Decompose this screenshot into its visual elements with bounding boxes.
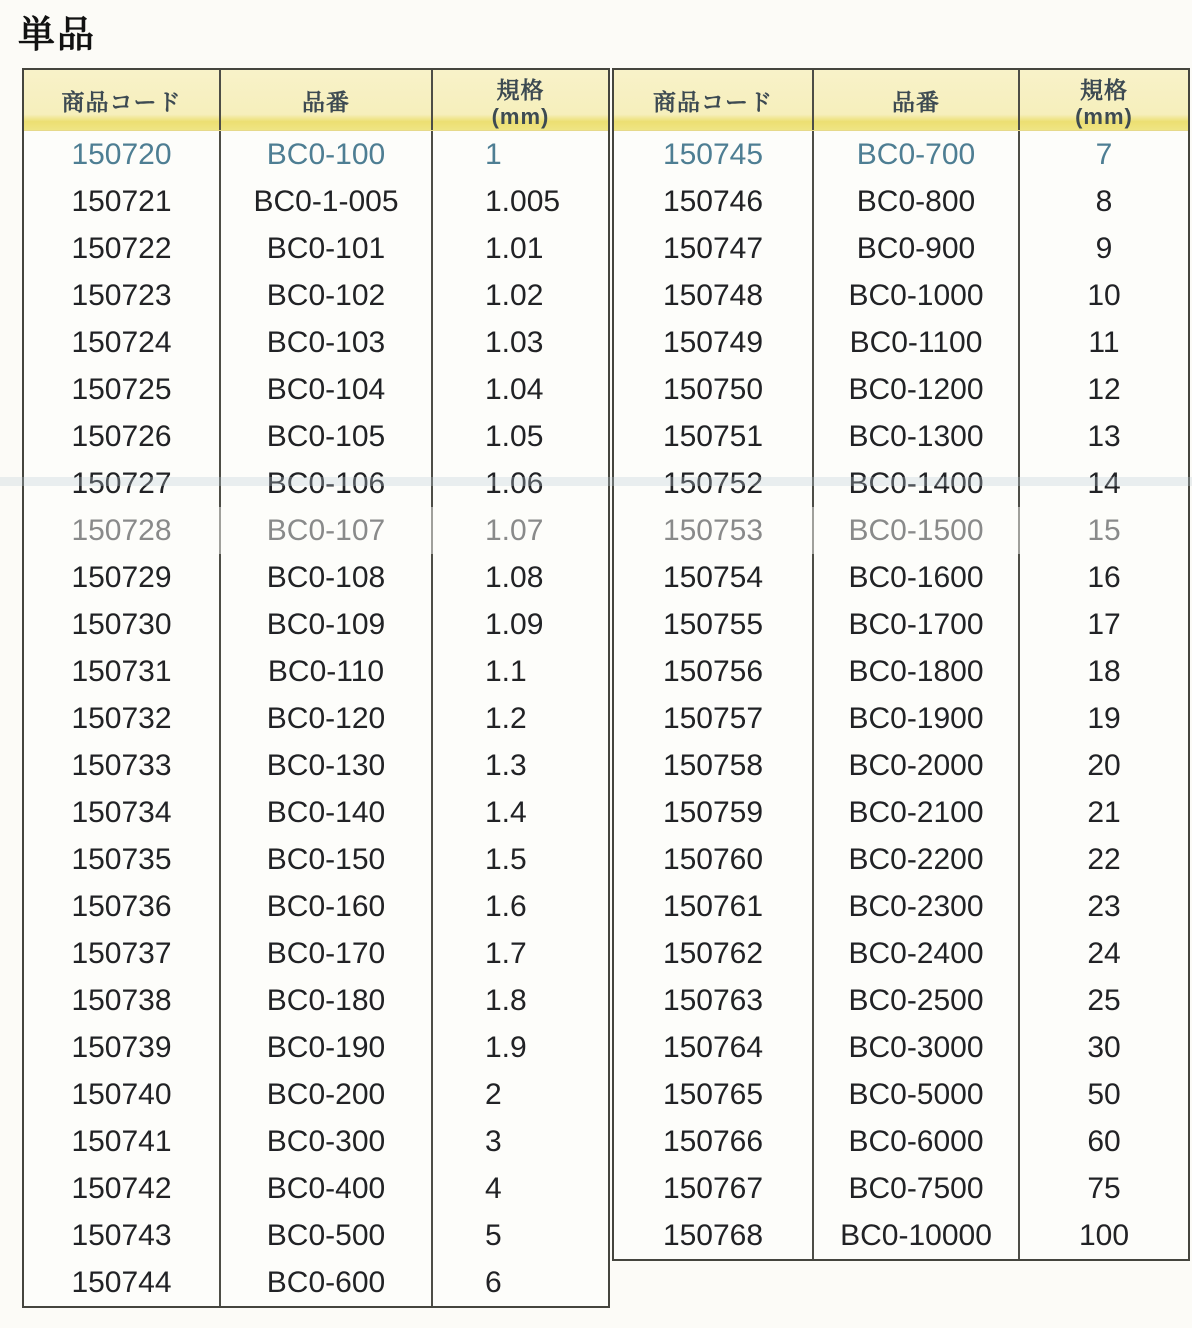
table-row — [24, 648, 608, 695]
table-row — [614, 1212, 1188, 1259]
product-code-cell: 150724 — [71, 325, 172, 359]
part-number-cell: BC0-100 — [219, 131, 431, 178]
product-code-cell: 150752 — [662, 466, 764, 500]
spec-cell: 8 — [1018, 178, 1188, 225]
part-number-cell: BC0-1700 — [812, 601, 1018, 648]
spec-cell: 50 — [1018, 1071, 1188, 1118]
product-code-cell: 150736 — [71, 889, 172, 923]
spec-cell: 1.5 — [431, 836, 608, 883]
product-code-cell: 150747 — [662, 231, 764, 265]
part-number-cell: BC0-5000 — [812, 1071, 1018, 1118]
spec-cell: 19 — [1018, 695, 1188, 742]
product-code-cell: 150762 — [662, 936, 764, 970]
spec-cell: 1.005 — [431, 178, 608, 225]
part-number-cell: BC0-2000 — [812, 742, 1018, 789]
spec-cell: 2 — [431, 1071, 608, 1118]
part-number-cell: BC0-2500 — [812, 977, 1018, 1024]
product-code-cell: 150756 — [662, 654, 764, 688]
header-product-code: 商品コード — [61, 88, 182, 115]
table-row — [24, 366, 608, 413]
product-code-cell: 150746 — [662, 184, 764, 218]
spec-cell: 1.2 — [431, 695, 608, 742]
product-code-cell: 150722 — [71, 231, 172, 265]
part-number-cell: BC0-130 — [219, 742, 431, 789]
table-header-row — [614, 70, 1188, 131]
product-code-cell: 150723 — [71, 278, 172, 312]
table-row — [24, 1259, 608, 1306]
table-row — [614, 601, 1188, 648]
product-code-cell: 150751 — [662, 419, 764, 453]
table-row — [614, 225, 1188, 272]
spec-cell: 60 — [1018, 1118, 1188, 1165]
table-row — [614, 789, 1188, 836]
part-number-cell: BC0-1100 — [812, 319, 1018, 366]
table-row — [24, 883, 608, 930]
part-number-cell: BC0-1500 — [812, 507, 1018, 554]
product-code-cell: 150731 — [71, 654, 172, 688]
table-row — [614, 178, 1188, 225]
product-table-right — [612, 68, 1190, 1261]
table-row — [614, 648, 1188, 695]
part-number-cell: BC0-110 — [219, 648, 431, 695]
table-body-right — [614, 131, 1188, 1259]
product-code-cell: 150741 — [71, 1124, 172, 1158]
spec-cell: 16 — [1018, 554, 1188, 601]
spec-cell: 20 — [1018, 742, 1188, 789]
product-code-cell: 150721 — [71, 184, 172, 218]
table-row — [614, 1071, 1188, 1118]
spec-cell: 75 — [1018, 1165, 1188, 1212]
table-row — [614, 883, 1188, 930]
part-number-cell: BC0-1400 — [812, 460, 1018, 507]
part-number-cell: BC0-1300 — [812, 413, 1018, 460]
part-number-cell: BC0-900 — [812, 225, 1018, 272]
part-number-cell: BC0-102 — [219, 272, 431, 319]
part-number-cell: BC0-1-005 — [219, 178, 431, 225]
spec-cell: 1.01 — [431, 225, 608, 272]
part-number-cell: BC0-170 — [219, 930, 431, 977]
spec-cell: 21 — [1018, 789, 1188, 836]
part-number-cell: BC0-200 — [219, 1071, 431, 1118]
table-row — [24, 131, 608, 178]
table-row — [24, 554, 608, 601]
part-number-cell: BC0-109 — [219, 601, 431, 648]
part-number-cell: BC0-120 — [219, 695, 431, 742]
part-number-cell: BC0-140 — [219, 789, 431, 836]
table-row — [24, 601, 608, 648]
part-number-cell: BC0-160 — [219, 883, 431, 930]
header-part-number: 品番 — [219, 70, 431, 130]
product-code-cell: 150738 — [71, 983, 172, 1017]
product-code-cell: 150767 — [662, 1171, 764, 1205]
product-code-cell: 150734 — [71, 795, 172, 829]
spec-cell: 14 — [1018, 460, 1188, 507]
spec-cell: 17 — [1018, 601, 1188, 648]
spec-cell: 5 — [431, 1212, 608, 1259]
part-number-cell: BC0-190 — [219, 1024, 431, 1071]
part-number-cell: BC0-1900 — [812, 695, 1018, 742]
part-number-cell: BC0-300 — [219, 1118, 431, 1165]
spec-cell: 1.09 — [431, 601, 608, 648]
part-number-cell: BC0-600 — [219, 1259, 431, 1306]
product-code-cell: 150758 — [662, 748, 764, 782]
product-code-cell: 150720 — [71, 137, 172, 171]
part-number-cell: BC0-2100 — [812, 789, 1018, 836]
product-code-cell: 150729 — [71, 560, 172, 594]
header-spec-label: 規格 — [1080, 77, 1128, 103]
spec-cell: 1.8 — [431, 977, 608, 1024]
spec-cell: 1.1 — [431, 648, 608, 695]
spec-cell: 4 — [431, 1165, 608, 1212]
spec-cell: 1.4 — [431, 789, 608, 836]
part-number-cell: BC0-180 — [219, 977, 431, 1024]
part-number-cell: BC0-104 — [219, 366, 431, 413]
product-code-cell: 150745 — [662, 137, 764, 171]
product-code-cell: 150732 — [71, 701, 172, 735]
product-code-cell: 150766 — [662, 1124, 764, 1158]
table-row — [24, 1118, 608, 1165]
table-row — [24, 1165, 608, 1212]
part-number-cell: BC0-400 — [219, 1165, 431, 1212]
product-code-cell: 150764 — [662, 1030, 764, 1064]
product-code-cell: 150765 — [662, 1077, 764, 1111]
spec-cell: 15 — [1018, 507, 1188, 554]
part-number-cell: BC0-7500 — [812, 1165, 1018, 1212]
table-row — [614, 131, 1188, 178]
spec-cell: 25 — [1018, 977, 1188, 1024]
table-row — [24, 319, 608, 366]
part-number-cell: BC0-2400 — [812, 930, 1018, 977]
table-row — [614, 1024, 1188, 1071]
product-code-cell: 150742 — [71, 1171, 172, 1205]
spec-cell: 1.6 — [431, 883, 608, 930]
part-number-cell: BC0-1200 — [812, 366, 1018, 413]
table-row — [614, 836, 1188, 883]
spec-cell: 1.04 — [431, 366, 608, 413]
table-row — [614, 507, 1188, 554]
spec-cell: 7 — [1018, 131, 1188, 178]
product-code-cell: 150743 — [71, 1218, 172, 1252]
spec-cell: 6 — [431, 1259, 608, 1306]
product-code-cell: 150755 — [662, 607, 764, 641]
table-row — [24, 460, 608, 507]
table-row — [614, 272, 1188, 319]
spec-cell: 1.3 — [431, 742, 608, 789]
product-code-cell: 150757 — [662, 701, 764, 735]
product-code-cell: 150735 — [71, 842, 172, 876]
part-number-cell: BC0-1000 — [812, 272, 1018, 319]
part-number-cell: BC0-6000 — [812, 1118, 1018, 1165]
spec-cell: 1.9 — [431, 1024, 608, 1071]
part-number-cell: BC0-107 — [219, 507, 431, 554]
spec-cell: 9 — [1018, 225, 1188, 272]
table-row — [24, 977, 608, 1024]
product-code-cell: 150750 — [662, 372, 764, 406]
part-number-cell: BC0-500 — [219, 1212, 431, 1259]
table-row — [614, 319, 1188, 366]
spec-cell: 1 — [431, 131, 608, 178]
table-row — [614, 366, 1188, 413]
part-number-cell: BC0-103 — [219, 319, 431, 366]
page-title: 単品 — [18, 14, 96, 55]
table-row — [24, 1212, 608, 1259]
part-number-cell: BC0-2300 — [812, 883, 1018, 930]
product-code-cell: 150760 — [662, 842, 764, 876]
spec-cell: 1.7 — [431, 930, 608, 977]
table-row — [24, 1024, 608, 1071]
table-row — [24, 272, 608, 319]
part-number-cell: BC0-800 — [812, 178, 1018, 225]
spec-cell: 1.02 — [431, 272, 608, 319]
spec-cell: 1.03 — [431, 319, 608, 366]
header-spec-label: 規格 — [496, 77, 545, 103]
table-row — [614, 1165, 1188, 1212]
table-row — [24, 225, 608, 272]
part-number-cell: BC0-2200 — [812, 836, 1018, 883]
table-row — [24, 836, 608, 883]
spec-cell: 3 — [431, 1118, 608, 1165]
table-row — [614, 695, 1188, 742]
spec-cell: 100 — [1018, 1212, 1188, 1259]
spec-cell: 30 — [1018, 1024, 1188, 1071]
table-row — [24, 789, 608, 836]
table-header-row — [24, 70, 608, 131]
table-row — [614, 742, 1188, 789]
header-part-number: 品番 — [812, 70, 1018, 130]
product-code-cell: 150737 — [71, 936, 172, 970]
spec-cell: 1.07 — [431, 507, 608, 554]
spec-cell: 22 — [1018, 836, 1188, 883]
table-row — [614, 977, 1188, 1024]
table-row — [24, 930, 608, 977]
spec-cell: 23 — [1018, 883, 1188, 930]
spec-cell: 24 — [1018, 930, 1188, 977]
product-code-cell: 150768 — [662, 1218, 764, 1252]
table-body-left — [24, 131, 608, 1306]
spec-cell: 1.08 — [431, 554, 608, 601]
part-number-cell: BC0-1800 — [812, 648, 1018, 695]
product-code-cell: 150726 — [71, 419, 172, 453]
product-code-cell: 150727 — [71, 466, 172, 500]
part-number-cell: BC0-101 — [219, 225, 431, 272]
header-spec-unit: (mm) — [491, 104, 550, 129]
product-code-cell: 150730 — [71, 607, 172, 641]
product-code-cell: 150753 — [662, 513, 764, 547]
product-code-cell: 150759 — [662, 795, 764, 829]
product-code-cell: 150744 — [71, 1265, 172, 1299]
table-row — [24, 413, 608, 460]
product-code-cell: 150728 — [71, 513, 172, 547]
part-number-cell: BC0-106 — [219, 460, 431, 507]
table-row — [24, 178, 608, 225]
table-row — [24, 1071, 608, 1118]
part-number-cell: BC0-1600 — [812, 554, 1018, 601]
part-number-cell: BC0-105 — [219, 413, 431, 460]
spec-cell: 10 — [1018, 272, 1188, 319]
part-number-cell: BC0-108 — [219, 554, 431, 601]
spec-cell: 13 — [1018, 413, 1188, 460]
spec-cell: 1.06 — [431, 460, 608, 507]
product-code-cell: 150763 — [662, 983, 764, 1017]
table-row — [24, 742, 608, 789]
table-row — [614, 413, 1188, 460]
table-row — [24, 507, 608, 554]
product-code-cell: 150748 — [662, 278, 764, 312]
header-spec — [431, 70, 608, 130]
part-number-cell: BC0-150 — [219, 836, 431, 883]
table-row — [614, 1118, 1188, 1165]
product-code-cell: 150754 — [662, 560, 764, 594]
product-code-cell: 150740 — [71, 1077, 172, 1111]
table-row — [24, 695, 608, 742]
product-code-cell: 150733 — [71, 748, 172, 782]
product-code-cell: 150725 — [71, 372, 172, 406]
product-code-cell: 150749 — [662, 325, 764, 359]
header-product-code: 商品コード — [653, 88, 773, 115]
table-row — [614, 930, 1188, 977]
header-spec-unit: (mm) — [1075, 104, 1133, 129]
spec-cell: 18 — [1018, 648, 1188, 695]
part-number-cell: BC0-10000 — [812, 1212, 1018, 1259]
spec-cell: 12 — [1018, 366, 1188, 413]
spec-cell: 11 — [1018, 319, 1188, 366]
header-spec — [1018, 70, 1188, 130]
spec-cell: 1.05 — [431, 413, 608, 460]
table-row — [614, 460, 1188, 507]
product-code-cell: 150739 — [71, 1030, 172, 1064]
part-number-cell: BC0-700 — [812, 131, 1018, 178]
table-row — [614, 554, 1188, 601]
part-number-cell: BC0-3000 — [812, 1024, 1018, 1071]
product-code-cell: 150761 — [662, 889, 764, 923]
product-table-left — [22, 68, 610, 1308]
